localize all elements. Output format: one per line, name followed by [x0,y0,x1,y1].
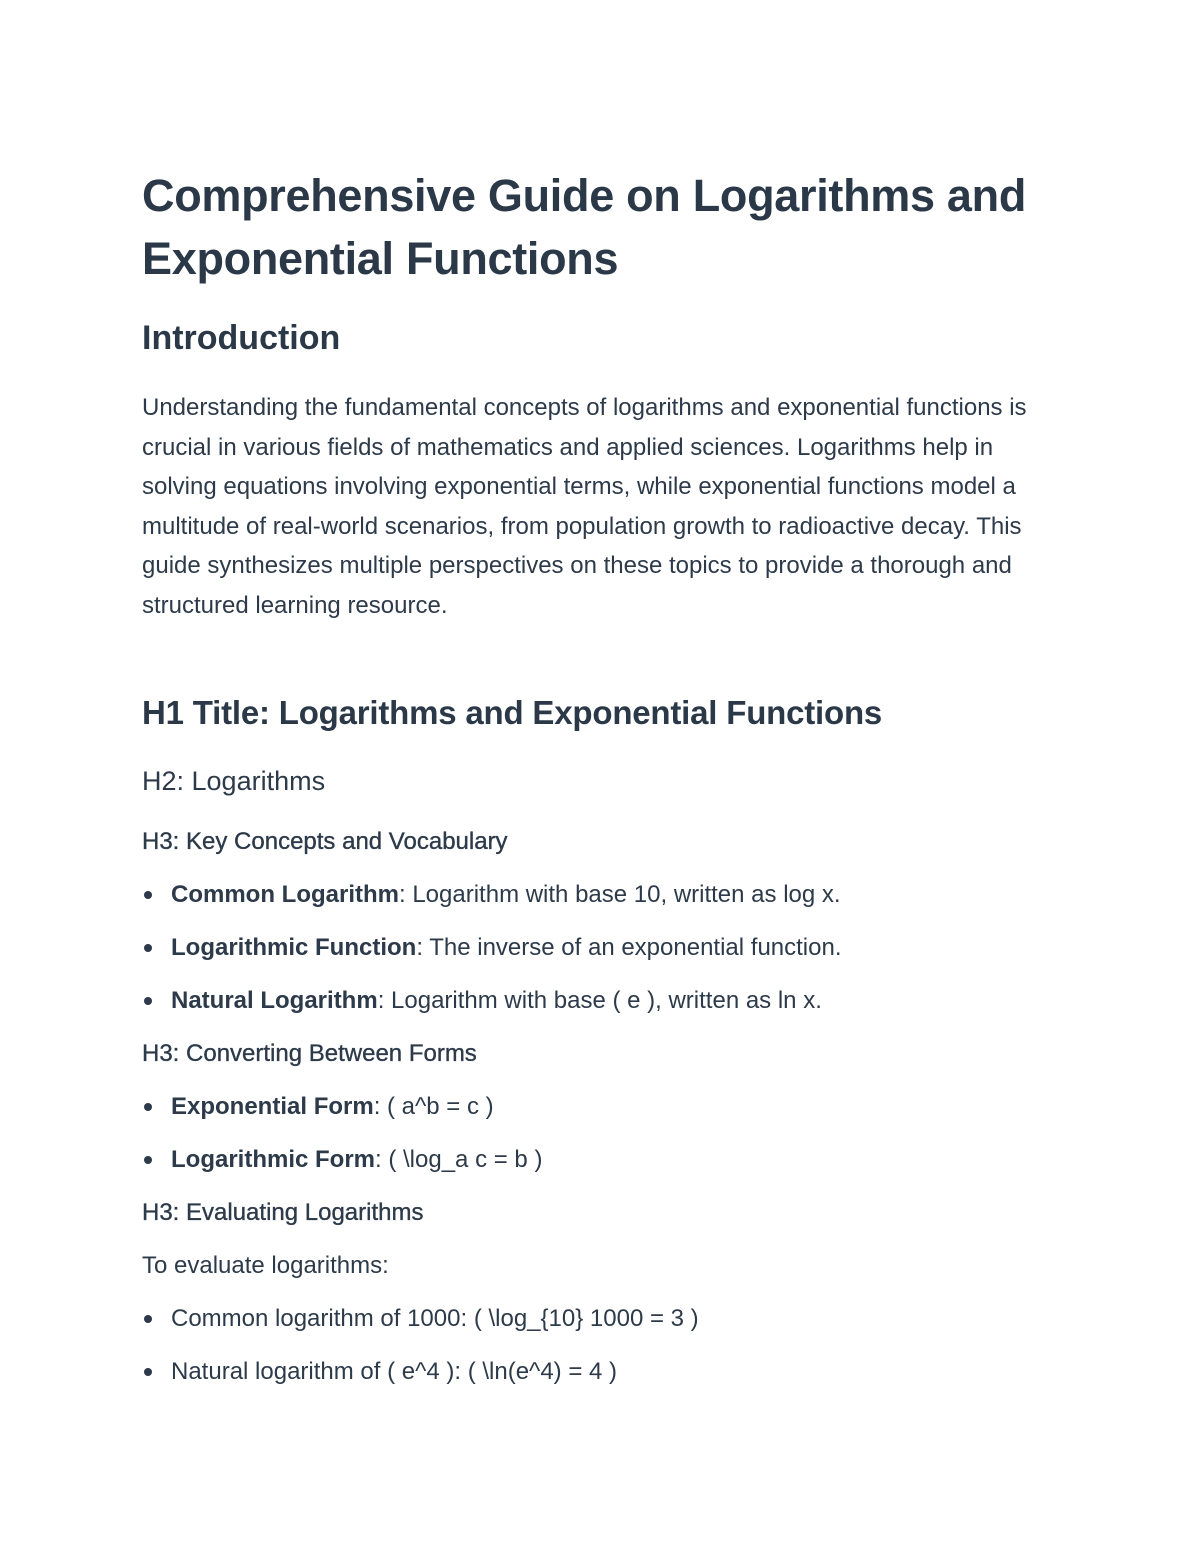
term-label: Common Logarithm [171,881,399,908]
bullet-icon [144,891,152,899]
term-label: Logarithmic Function [171,934,417,961]
list-item-text [171,1090,494,1124]
list-item-text: Natural logarithm of ( e^4 ): ( \ln(e^4) = 4 ) [171,1358,618,1385]
bullet-icon [144,1156,152,1164]
term-definition: : Logarithm with base ( e ), written as ln x. [377,987,822,1014]
term-label: Natural Logarithm [171,987,378,1014]
introduction-heading: Introduction [142,319,341,357]
list-item-text [171,931,842,965]
bullet-icon [144,1368,152,1376]
term-definition: : ( \log_a c = b ) [375,1146,543,1173]
list-item-text [171,984,822,1018]
converting-forms-heading: H3: Converting Between Forms [142,1040,477,1067]
bullet-icon [144,997,152,1005]
evaluating-logarithms-heading: H3: Evaluating Logarithms [142,1199,424,1226]
document-title: Comprehensive Guide on Logarithms and Exponential Functions [142,170,1027,284]
term-definition: : Logarithm with base 10, written as log x. [399,881,841,908]
list-item-text [171,1143,542,1177]
key-concepts-heading: H3: Key Concepts and Vocabulary [142,828,508,855]
bullet-icon [144,1315,152,1323]
evaluating-intro-text: To evaluate logarithms: [142,1252,389,1279]
h2-logarithms-heading: H2: Logarithms [142,766,326,796]
bullet-icon [144,1103,152,1111]
list-item-text [171,878,841,912]
term-definition: : The inverse of an exponential function. [416,934,842,961]
list-item-text: Common logarithm of 1000: ( \log_{10} 1000 = 3 ) [171,1305,699,1332]
term-label: Logarithmic Form [171,1146,376,1173]
bullet-icon [144,944,152,952]
term-definition: : ( a^b = c ) [373,1093,494,1120]
introduction-paragraph: Understanding the fundamental concepts of logarithms and exponential functions is crucial in various fields of mathematics and applied sciences. Logarithms help in solving equations involving exponential terms, while exponential functions model a multitude of real-world scenarios, from population growth to radioactive decay. This guide synthesizes multiple perspectives on these topics to provide a thorough and structured learning resource. [142,394,1027,619]
h1-title-heading: H1 Title: Logarithms and Exponential Functions [142,694,883,731]
term-label: Exponential Form [171,1093,374,1120]
